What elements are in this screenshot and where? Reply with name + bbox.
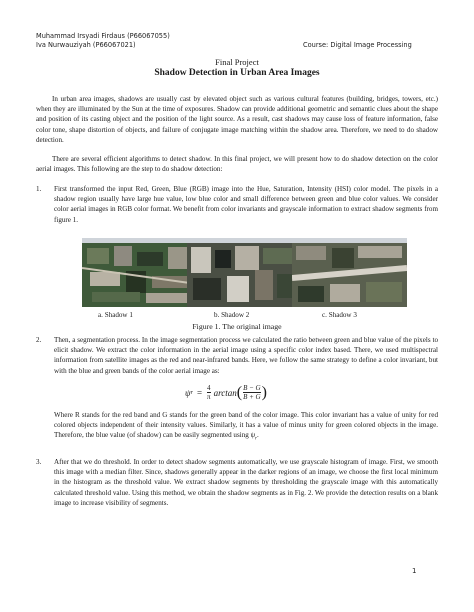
equation [185, 384, 267, 401]
course-label: Course: Digital Image Processing [303, 41, 412, 49]
doc-title: Shadow Detection in Urban Area Images [154, 68, 320, 78]
step-2-explanation-end: . [256, 431, 259, 440]
psi-subscript: r [255, 436, 257, 442]
step-2-text: Then, a segmentation process. In the image segmentation process we calculated the ratio between green and blue value of the pixels to elicit shadow. We extract the color information in the aerial image using a specific color index based. There, we used multispectral information from satellite images as the red and near-infrared bands. Here, we follow the same strategy to define a color invariant, but with the blue and green bands of the color aerial image as: [54, 336, 438, 375]
figure-image-shadow-1 [82, 238, 197, 307]
step-1-text: First transformed the input Red, Green, Blue (RGB) image into the Hue, Saturation, Intensity (HSI) color model. The pixels in a shadow region usually have large hue value, low blue color and small difference between green and blue color values. We consider color aerial images in RGB color format. We benefit from color invariants and grayscale information to extract shadow segments from figure 1. [54, 185, 438, 224]
equation-lhs: ψ [185, 387, 191, 398]
figure-image-shadow-3 [292, 238, 407, 307]
figure-title: Figure 1. The original image [192, 322, 282, 331]
fraction-numerator: B − G [243, 384, 261, 392]
step-1-number: 1. [36, 185, 42, 193]
step-2-explanation [54, 410, 438, 445]
figure-caption-b: b. Shadow 2 [214, 311, 250, 319]
equation-right-paren: ) [261, 383, 267, 401]
author-2: Iva Nurwauziyah (P66067021) [36, 41, 136, 49]
page-number: 1 [412, 567, 417, 575]
equation-subscript: r [190, 389, 193, 396]
intro-paragraph-2: There are several efficient algorithms to detect shadow. In this final project, we will present how to do shadow detection on the color aerial images. This following are the step to do shadow detection: [36, 155, 438, 174]
equation-left-paren: ( [236, 383, 243, 401]
figure-caption-c: c. Shadow 3 [322, 311, 357, 319]
author-1: Muhammad Irsyadi Firdaus (P66067055) [36, 32, 170, 40]
figure-caption-a: a. Shadow 1 [98, 311, 133, 319]
fraction-denominator: B + G [243, 393, 261, 401]
coefficient-denominator: π [207, 393, 211, 401]
equation-function: arctan [213, 387, 237, 398]
equation-coefficient [207, 384, 211, 401]
step-2-explanation-text: Where R stands for the red band and G stands for the green band of the color image. This color invariant has a value of unity for red colored objects independent of their intensity values. Similarly, it has a value of minus unity for green colored objects in the image. Therefore, the blue value (of shadow) can be easily segmented using ψ [54, 411, 438, 440]
coefficient-numerator: 4 [207, 384, 211, 392]
intro-paragraph-1: In urban area images, shadows are usually cast by elevated object such as various cultural features (building, bridges, towers, etc.) when they are illuminated by the Sun at the time of exposures. Shadow can provide additional geometric and semantic clues about the shape and position of its casting object and the position of the light source. As a result, cast shadows may cause loss of feature information, false color tone, shape distortion of objects, and failure of conjugate image matching within the shadow area. Therefore, we need to do shadow detection. [36, 95, 438, 144]
doc-kicker: Final Project [215, 57, 259, 67]
step-3-text: After that we do threshold. In order to detect shadow segments automatically, we use grayscale histogram of image. First, we smooth this image with a median filter. Since, shadows generally appear in the darker regions of an image, we choose the first local minimum in the histogram as the threshold value. We extract shadow segments by thresholding the grayscale image with this automatically calculated threshold value. Using this method, we obtain the shadow segments as in Fig. 2. We provide the detection results on a blank image to increase visibility of segments. [54, 458, 438, 507]
equation-fraction [243, 384, 261, 401]
step-3-number: 3. [36, 458, 42, 466]
figure-image-shadow-2 [187, 238, 302, 307]
step-2-number: 2. [36, 336, 42, 344]
equation-equals: = [196, 387, 203, 398]
